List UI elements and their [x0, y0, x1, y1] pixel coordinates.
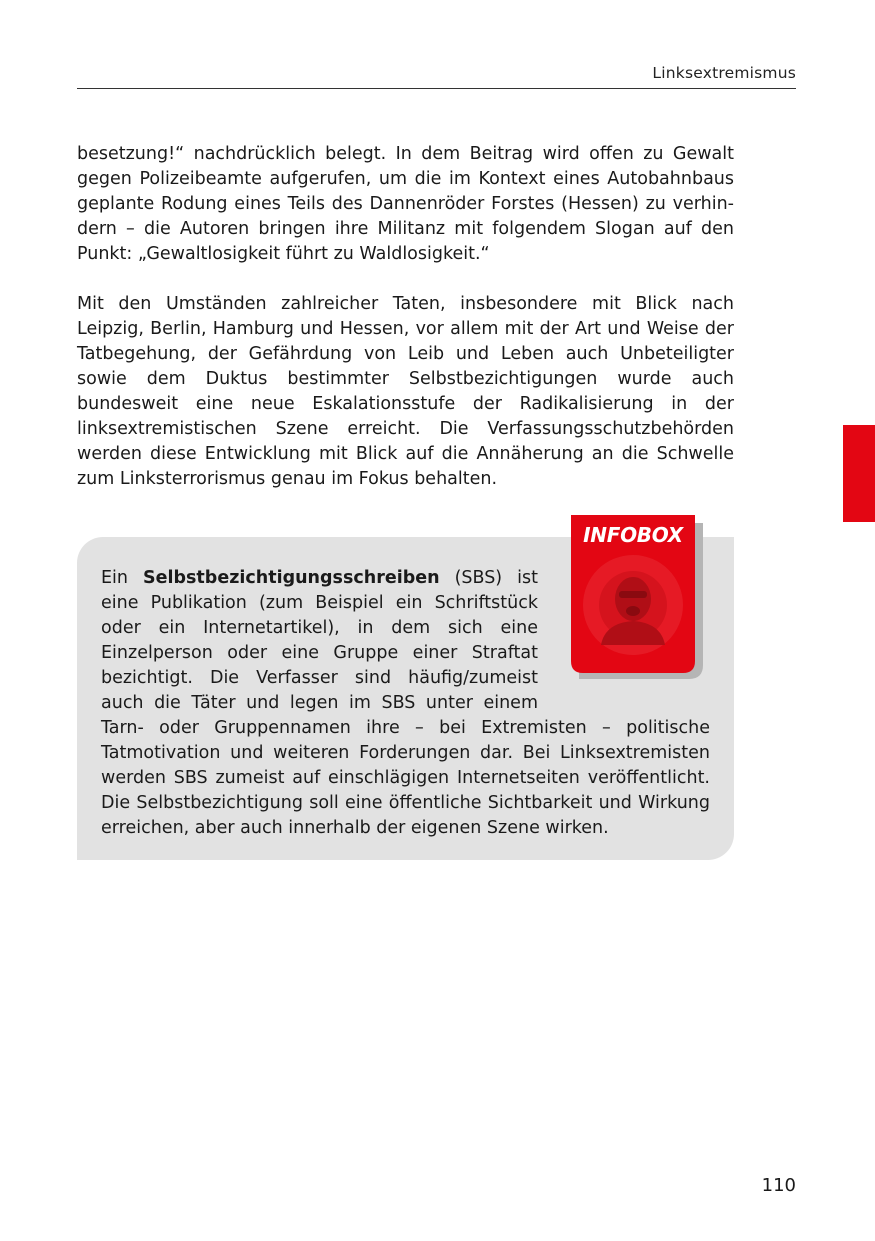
badge-title: INFOBOX — [583, 523, 683, 547]
infobox-term: Selbstbezichtigungsschreiben — [143, 568, 440, 588]
header-divider — [77, 88, 796, 89]
chapter-tab-marker — [843, 425, 875, 522]
body-paragraph-2: Mit den Umständen zahlreicher Taten, insbesondere mit Blick nach Leipzig, Berlin, Hamburg und Hessen, vor allem mit der Art und Weise der Tatbegehung, der Gefährdung von Leib und Leben auch Unbeteiligter sowie dem Duktus bestimmter Selbstbezichtigungen wurde auch bundesweit eine neue Eskalationsstufe der Radikalisierung in der linksextremistischen Szene erreicht. Die Verfassungsschutzbehörden werden diese Entwicklung mit Blick auf die Annäherung an die Schwelle zum Linksterrorismus genau im Fokus behalten. — [77, 294, 734, 489]
running-header: Linksextremismus — [652, 64, 796, 82]
infobox-text-intro: Ein — [101, 568, 129, 588]
page-number: 110 — [761, 1175, 796, 1196]
body-paragraph-1: besetzung!“ nachdrücklich belegt. In dem Beitrag wird offen zu Gewalt gegen Polizeibeamte aufgerufen, um die im Kontext eines Autobahnbaus geplante Rodung eines Teils des Dannenröder Forstes (Hessen) zu verhindern – die Autoren bringen ihre Militanz mit folgendem Slogan auf den Punkt: „Gewaltlosigkeit führt zu Waldlosigkeit.“ — [77, 144, 734, 264]
infobox-text-body: (SBS) ist eine Publikation (zum Beispiel ein Schriftstück oder ein Internetartikel), in dem sich eine Einzelperson oder eine Gruppe einer Straftat bezichtigt. Die Verfasser sind häufig/zumeist auch die Täter und legen im SBS unter einem Tarn- oder Gruppennamen ihre – bei Extremisten – politische Tatmotivation und weiteren Forderungen dar. Bei Linksextremisten werden SBS zumeist auf einschlägigen Internetseiten veröffentlicht. Die Selbstbezichtigung soll eine öffentliche Sichtbarkeit und Wirkung erreichen, aber auch innerhalb der eigenen Szene wirken. — [101, 568, 710, 838]
infobox-badge — [571, 515, 703, 681]
